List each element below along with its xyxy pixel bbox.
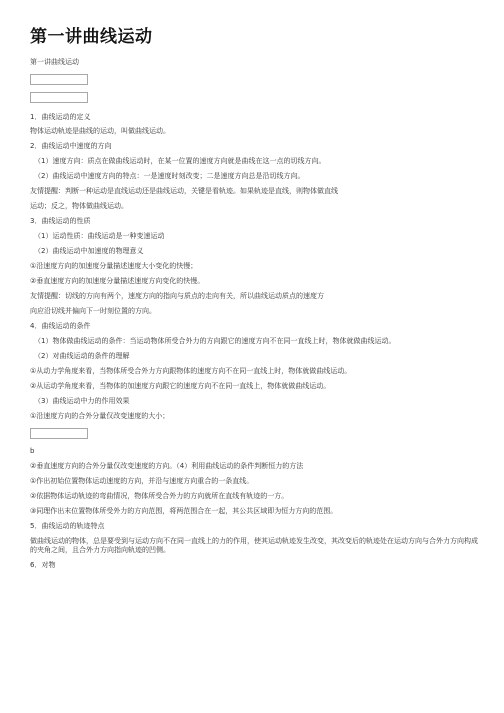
paragraph: （2）对曲线运动的条件的理解 — [34, 352, 130, 360]
note-paragraph: 友情提醒：判断一种运动是直线运动还是曲线运动，关键是看轨迹。如果轨迹是直线，则物体做直线 — [30, 187, 338, 195]
empty-text-box — [30, 92, 88, 103]
label-b: b — [30, 447, 35, 455]
paragraph: ③同理作出末位置物体所受外力的方向范围，将两范围合在一起，其公共区域即为恒力方向的范围。 — [30, 507, 338, 515]
paragraph: ①作出初始位置物体运动速度的方向，并沿与速度方向重合的一条直线。 — [30, 477, 254, 485]
section-heading: 3．曲线运动的性质 — [30, 217, 91, 225]
paragraph: ②依据物体运动轨迹的弯曲情况，物体所受合外力的方向就所在直线有轨迹的一方。 — [30, 492, 289, 500]
paragraph: ②垂直速度方向的合外分量仅改变速度的方向。（4）利用曲线运动的条件判断恒力的方法 — [30, 462, 304, 470]
empty-text-box — [30, 74, 88, 85]
empty-text-box — [30, 428, 88, 439]
paragraph: ②垂直速度方向的加速度分量描述速度方向变化的快慢。 — [30, 277, 205, 285]
paragraph: ①从动力学角度来看，当物体所受合外力方向跟物体的速度方向不在同一直线上时，物体就做曲线运动。 — [30, 367, 352, 375]
paragraph: ①沿速度方向的合外分量仅改变速度的大小； — [30, 412, 170, 420]
note-paragraph: 向应沿切线并偏向下一时刻位置的方向。 — [30, 307, 156, 315]
paragraph: ②从运动学角度来看，当物体的加速度方向跟它的速度方向不在同一直线上，物体就做曲线运动。 — [30, 382, 331, 390]
paragraph: （3）曲线运动中力的作用效果 — [34, 397, 130, 405]
doc-subtitle: 第一讲曲线运动 — [30, 58, 79, 66]
section-heading: 1．曲线运动的定义 — [30, 113, 91, 121]
paragraph: 做曲线运动的物体，总是要受到与运动方向不在同一直线上的力的作用，使其运动轨迹发生改变，其改变后的轨迹处在运动方向与合外力方向构成的夹角之间，且合外力方向指向轨迹的凹侧。 — [30, 537, 478, 554]
section-heading: 4．曲线运动的条件 — [30, 322, 91, 330]
section-heading: 6．对物 — [30, 561, 56, 569]
paragraph: （2）曲线运动中速度方向的特点：一是速度时刻改变；二是速度方向总是沿切线方向。 — [34, 172, 305, 180]
section-heading: 5．曲线运动的轨迹特点 — [30, 522, 105, 530]
note-paragraph: 运动；反之，物体做曲线运动。 — [30, 202, 128, 210]
paragraph: （1）速度方向：质点在做曲线运动时，在某一位置的速度方向就是曲线在这一点的切线方向。 — [34, 157, 326, 165]
section-heading: 2．曲线运动中速度的方向 — [30, 142, 112, 150]
paragraph: （1）物体做曲线运动的条件：当运动物体所受合外力的方向跟它的速度方向不在同一直线上时，物体就做曲线运动。 — [34, 337, 396, 345]
paragraph: 物体运动轨迹是曲线的运动，叫做曲线运动。 — [30, 127, 170, 135]
page-title: 第一讲曲线运动 — [30, 27, 153, 47]
paragraph: ①沿速度方向的加速度分量描述速度大小变化的快慢； — [30, 262, 198, 270]
paragraph: （1）运动性质：曲线运动是一种变速运动 — [34, 232, 165, 240]
paragraph: （2）曲线运动中加速度的物理意义 — [34, 247, 144, 255]
note-paragraph: 友情提醒：切线的方向有两个，速度方向的指向与质点的走向有关，所以曲线运动质点的速度方 — [30, 292, 324, 300]
